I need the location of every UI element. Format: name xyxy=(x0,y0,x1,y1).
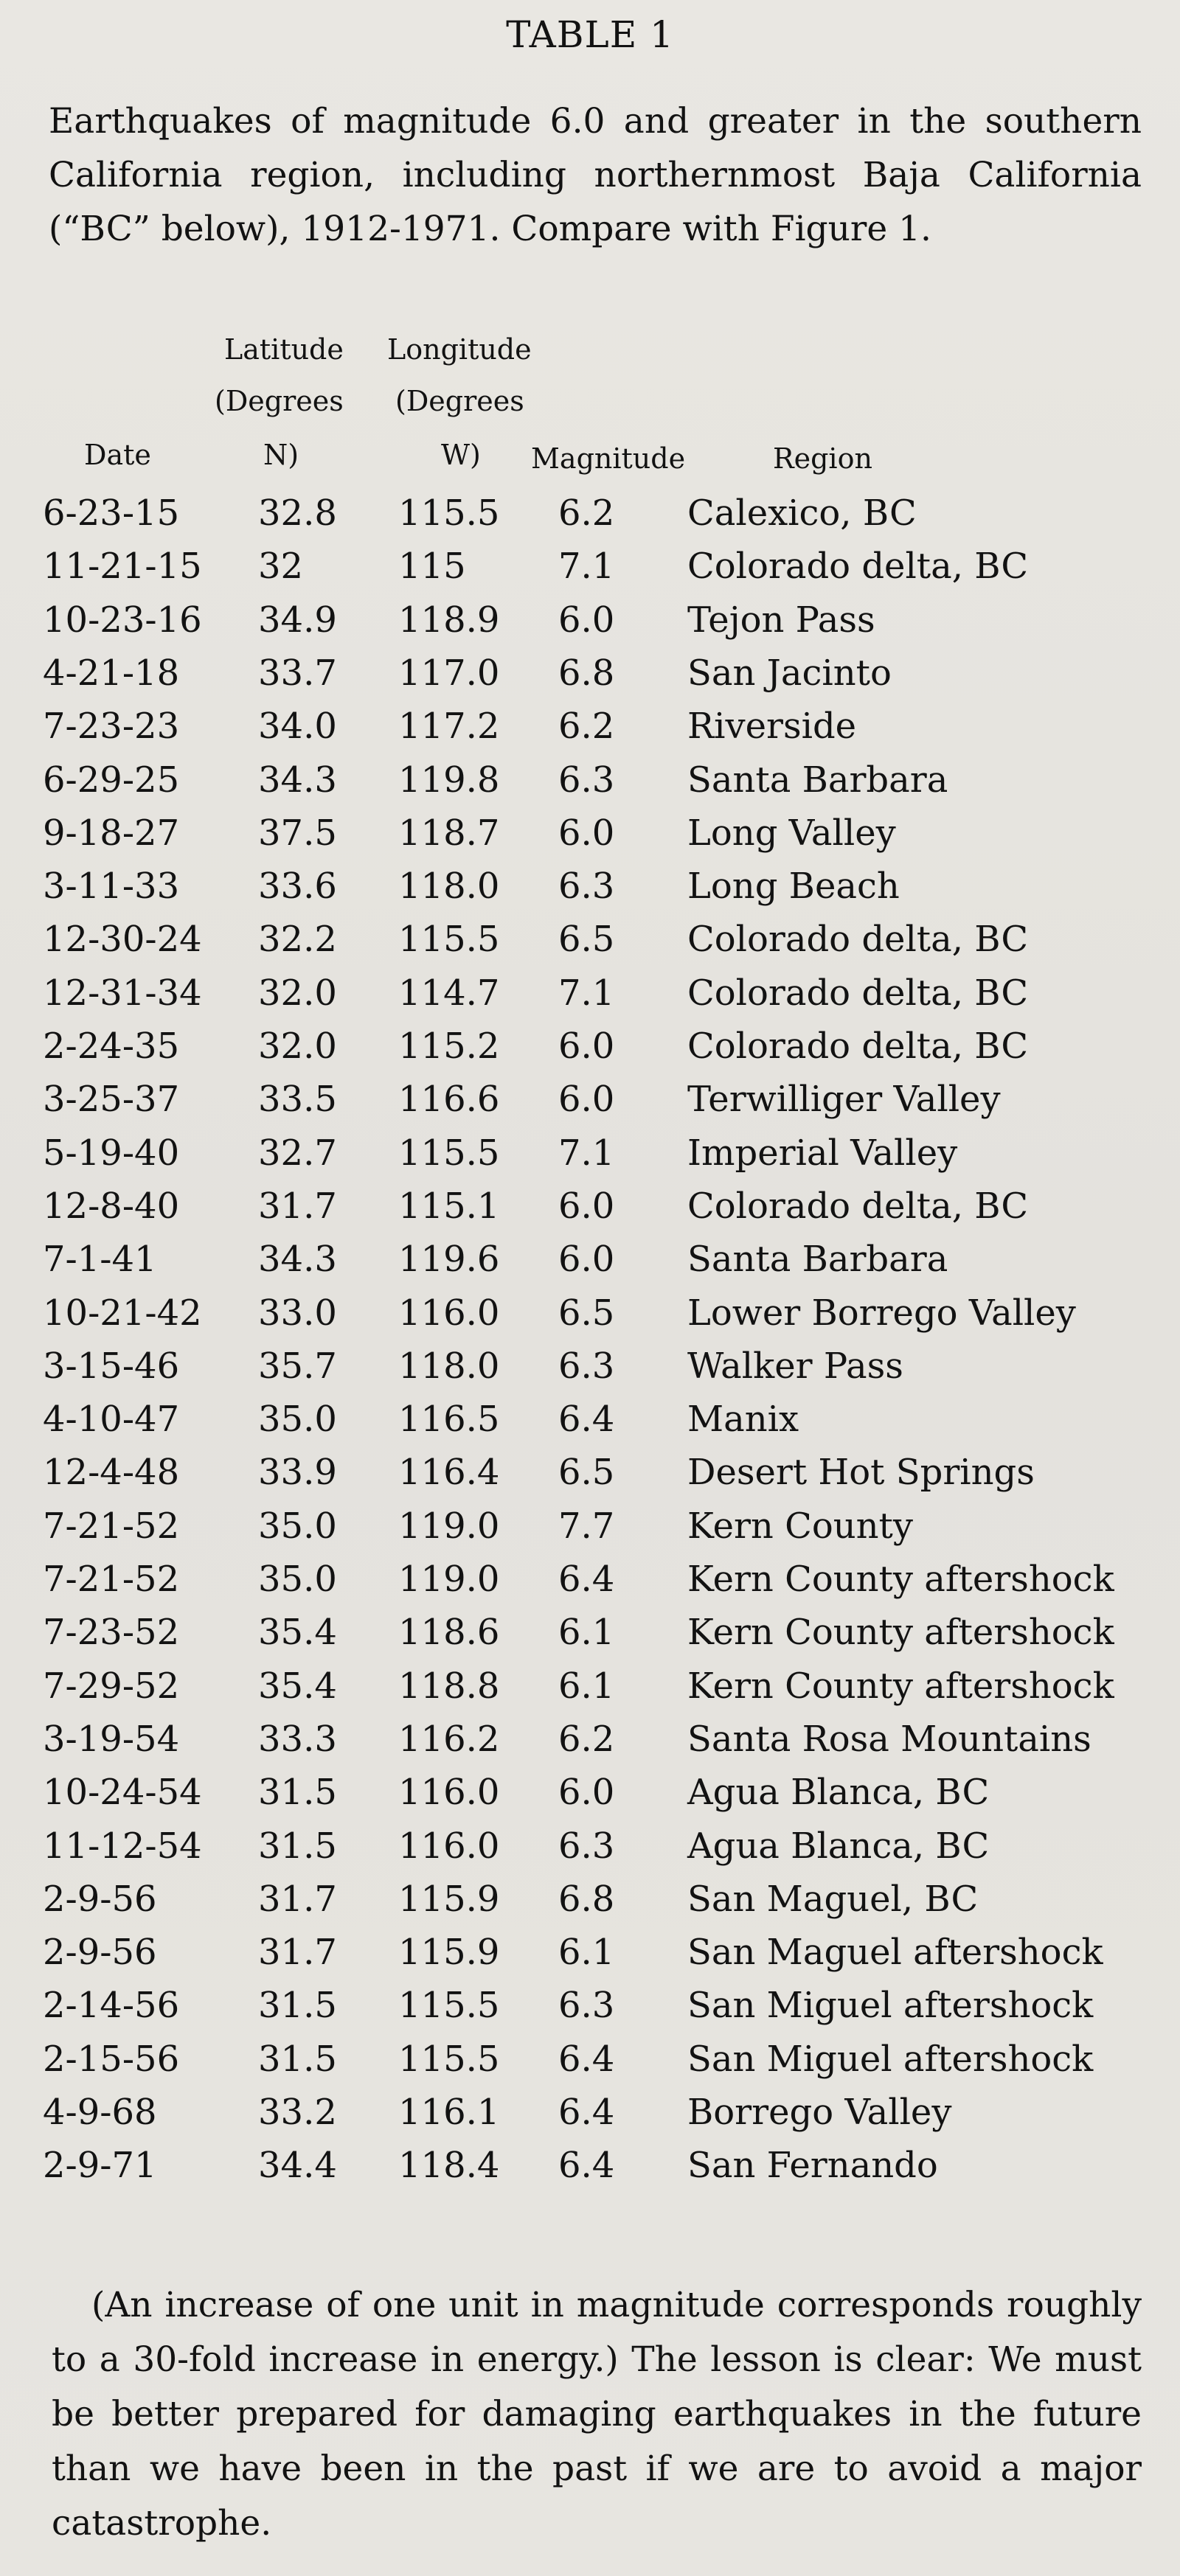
cell-date: 10-24-54 xyxy=(43,1772,202,1814)
closing-paragraph: (An increase of one unit in magnitude corresponds roughly to a 30-fold increase in energy.) The lesson is clear: We must be better prepared for damaging earthquakes in the future than we have been in the past if we are to avoid a major catastrophe. xyxy=(52,2285,1142,2544)
cell-region: Santa Barbara xyxy=(687,759,948,801)
table-row xyxy=(0,546,1180,599)
table-row xyxy=(0,1452,1180,1505)
cell-magnitude: 6.0 xyxy=(558,1185,615,1227)
table-row xyxy=(0,1292,1180,1346)
table-row xyxy=(0,1772,1180,1825)
table-caption: Earthquakes of magnitude 6.0 and greater in the southern California region, including northernmost Baja California (“BC” below), 1912-1971. Compare with Figure 1. xyxy=(49,101,1142,249)
cell-region: Manix xyxy=(687,1399,799,1441)
cell-magnitude: 6.2 xyxy=(558,492,615,534)
cell-region: Terwilliger Valley xyxy=(687,1079,1001,1121)
cell-region: Calexico, BC xyxy=(687,492,917,534)
cell-date: 12-4-48 xyxy=(43,1452,180,1494)
cell-latitude: 35.4 xyxy=(258,1612,337,1654)
cell-latitude: 34.9 xyxy=(258,599,337,641)
cell-latitude: 33.9 xyxy=(258,1452,337,1494)
cell-region: San Miguel aftershock xyxy=(687,1985,1094,2027)
cell-longitude: 116.0 xyxy=(398,1825,500,1867)
cell-latitude: 33.0 xyxy=(258,1292,337,1334)
table-row xyxy=(0,1612,1180,1665)
cell-magnitude: 6.4 xyxy=(558,2038,615,2080)
cell-magnitude: 6.8 xyxy=(558,1878,615,1920)
cell-latitude: 31.7 xyxy=(258,1185,337,1227)
cell-magnitude: 6.0 xyxy=(558,1079,615,1121)
cell-latitude: 34.3 xyxy=(258,759,337,801)
table-row xyxy=(0,2039,1180,2092)
cell-magnitude: 6.5 xyxy=(558,1292,615,1334)
cell-latitude: 33.3 xyxy=(258,1718,337,1760)
table-row xyxy=(0,2145,1180,2198)
cell-magnitude: 6.0 xyxy=(558,1026,615,1067)
cell-magnitude: 6.1 xyxy=(558,1665,615,1707)
cell-date: 7-21-52 xyxy=(43,1559,180,1600)
cell-longitude: 117.2 xyxy=(398,706,500,748)
cell-region: San Maguel, BC xyxy=(687,1878,979,1920)
table-row xyxy=(0,2092,1180,2145)
cell-date: 11-12-54 xyxy=(43,1825,202,1867)
cell-date: 12-8-40 xyxy=(43,1185,180,1227)
cell-magnitude: 6.3 xyxy=(558,866,615,908)
cell-date: 2-9-56 xyxy=(43,1878,157,1920)
header-latitude: Latitude xyxy=(224,333,344,366)
cell-longitude: 116.4 xyxy=(398,1452,500,1494)
cell-longitude: 115.5 xyxy=(398,492,500,534)
cell-date: 4-9-68 xyxy=(43,2092,157,2133)
cell-region: Kern County aftershock xyxy=(687,1665,1114,1707)
cell-date: 5-19-40 xyxy=(43,1132,180,1174)
cell-date: 11-21-15 xyxy=(43,546,202,588)
cell-latitude: 31.5 xyxy=(258,1985,337,2027)
cell-magnitude: 7.1 xyxy=(558,1132,615,1174)
table-row xyxy=(0,1026,1180,1079)
table-row xyxy=(0,492,1180,546)
cell-latitude: 33.5 xyxy=(258,1079,337,1121)
table-row xyxy=(0,1932,1180,1985)
cell-magnitude: 7.7 xyxy=(558,1505,615,1547)
cell-date: 12-30-24 xyxy=(43,919,202,961)
table-row xyxy=(0,1665,1180,1719)
cell-region: San Maguel aftershock xyxy=(687,1932,1103,1974)
cell-latitude: 32 xyxy=(258,546,304,588)
cell-date: 2-9-56 xyxy=(43,1932,157,1974)
cell-region: Kern County aftershock xyxy=(687,1559,1114,1600)
table-row xyxy=(0,812,1180,866)
cell-date: 2-14-56 xyxy=(43,1985,180,2027)
cell-magnitude: 6.4 xyxy=(558,1559,615,1600)
cell-date: 7-1-41 xyxy=(43,1239,157,1281)
cell-region: San Jacinto xyxy=(687,652,892,694)
cell-latitude: 34.3 xyxy=(258,1239,337,1281)
cell-region: Agua Blanca, BC xyxy=(687,1825,990,1867)
cell-longitude: 119.6 xyxy=(398,1239,500,1281)
cell-region: Kern County aftershock xyxy=(687,1612,1114,1654)
cell-longitude: 116.6 xyxy=(398,1079,500,1121)
header-region: Region xyxy=(773,442,872,475)
cell-latitude: 32.0 xyxy=(258,1026,337,1067)
table-row xyxy=(0,599,1180,652)
cell-longitude: 115.2 xyxy=(398,1026,500,1067)
cell-region: Colorado delta, BC xyxy=(687,972,1029,1014)
header-longitude-unit: (Degrees xyxy=(395,385,524,417)
cell-longitude: 119.0 xyxy=(398,1559,500,1600)
cell-longitude: 115.5 xyxy=(398,919,500,961)
cell-longitude: 116.1 xyxy=(398,2092,500,2133)
cell-region: Santa Rosa Mountains xyxy=(687,1718,1092,1760)
cell-region: Long Valley xyxy=(687,812,896,854)
cell-magnitude: 6.1 xyxy=(558,1612,615,1654)
cell-region: Desert Hot Springs xyxy=(687,1452,1035,1494)
cell-longitude: 115.9 xyxy=(398,1878,500,1920)
cell-date: 3-19-54 xyxy=(43,1718,180,1760)
cell-region: Lower Borrego Valley xyxy=(687,1292,1076,1334)
cell-longitude: 118.0 xyxy=(398,866,500,908)
cell-magnitude: 6.4 xyxy=(558,2145,615,2187)
cell-date: 3-25-37 xyxy=(43,1079,180,1121)
cell-date: 4-21-18 xyxy=(43,652,180,694)
table-row xyxy=(0,972,1180,1026)
cell-region: Colorado delta, BC xyxy=(687,919,1029,961)
table-row xyxy=(0,1559,1180,1612)
cell-region: Colorado delta, BC xyxy=(687,546,1029,588)
table-row xyxy=(0,1985,1180,2038)
cell-date: 3-15-46 xyxy=(43,1345,180,1387)
header-longitude-direction: W) xyxy=(441,439,481,471)
cell-magnitude: 6.8 xyxy=(558,652,615,694)
cell-date: 6-23-15 xyxy=(43,492,180,534)
cell-date: 2-24-35 xyxy=(43,1026,180,1067)
cell-magnitude: 6.4 xyxy=(558,2092,615,2133)
cell-longitude: 118.4 xyxy=(398,2145,500,2187)
cell-latitude: 35.7 xyxy=(258,1345,337,1387)
cell-longitude: 115.1 xyxy=(398,1185,500,1227)
header-longitude: Longitude xyxy=(387,333,532,366)
cell-region: Agua Blanca, BC xyxy=(687,1772,990,1814)
table-row xyxy=(0,1079,1180,1132)
cell-magnitude: 6.2 xyxy=(558,706,615,748)
cell-longitude: 115.9 xyxy=(398,1932,500,1974)
cell-date: 2-15-56 xyxy=(43,2038,180,2080)
cell-magnitude: 6.0 xyxy=(558,812,615,854)
cell-latitude: 31.7 xyxy=(258,1878,337,1920)
table-row xyxy=(0,1132,1180,1186)
cell-latitude: 31.7 xyxy=(258,1932,337,1974)
cell-longitude: 118.8 xyxy=(398,1665,500,1707)
cell-region: Kern County xyxy=(687,1505,913,1547)
cell-longitude: 115 xyxy=(398,546,466,588)
cell-region: Riverside xyxy=(687,706,857,748)
cell-longitude: 115.5 xyxy=(398,1132,500,1174)
cell-latitude: 37.5 xyxy=(258,812,337,854)
cell-magnitude: 6.4 xyxy=(558,1399,615,1441)
cell-latitude: 33.6 xyxy=(258,866,337,908)
table-row xyxy=(0,1186,1180,1239)
table-row xyxy=(0,1825,1180,1879)
cell-latitude: 33.2 xyxy=(258,2092,337,2133)
table-row xyxy=(0,866,1180,919)
table-row xyxy=(0,1399,1180,1452)
cell-region: Colorado delta, BC xyxy=(687,1185,1029,1227)
cell-longitude: 118.0 xyxy=(398,1345,500,1387)
cell-latitude: 31.5 xyxy=(258,1772,337,1814)
cell-magnitude: 7.1 xyxy=(558,972,615,1014)
cell-latitude: 31.5 xyxy=(258,1825,337,1867)
cell-date: 4-10-47 xyxy=(43,1399,180,1441)
cell-longitude: 118.6 xyxy=(398,1612,500,1654)
cell-latitude: 35.4 xyxy=(258,1665,337,1707)
cell-magnitude: 6.3 xyxy=(558,759,615,801)
header-date: Date xyxy=(84,439,151,471)
header-latitude-unit: (Degrees xyxy=(215,385,344,417)
cell-latitude: 35.0 xyxy=(258,1505,337,1547)
cell-longitude: 118.7 xyxy=(398,812,500,854)
cell-date: 6-29-25 xyxy=(43,759,180,801)
cell-magnitude: 6.0 xyxy=(558,1239,615,1281)
cell-latitude: 32.2 xyxy=(258,919,337,961)
cell-region: Tejon Pass xyxy=(687,599,875,641)
cell-latitude: 34.4 xyxy=(258,2145,337,2187)
cell-latitude: 35.0 xyxy=(258,1559,337,1600)
cell-region: Long Beach xyxy=(687,866,900,908)
cell-magnitude: 6.3 xyxy=(558,1345,615,1387)
cell-latitude: 33.7 xyxy=(258,652,337,694)
table-row xyxy=(0,919,1180,972)
cell-latitude: 32.8 xyxy=(258,492,337,534)
cell-magnitude: 6.2 xyxy=(558,1718,615,1760)
cell-longitude: 116.2 xyxy=(398,1718,500,1760)
cell-magnitude: 6.1 xyxy=(558,1932,615,1974)
cell-magnitude: 6.3 xyxy=(558,1825,615,1867)
table-row xyxy=(0,706,1180,759)
cell-longitude: 119.8 xyxy=(398,759,500,801)
cell-date: 10-21-42 xyxy=(43,1292,202,1334)
header-latitude-direction: N) xyxy=(263,439,299,471)
cell-region: San Fernando xyxy=(687,2145,938,2187)
table-row xyxy=(0,1239,1180,1292)
cell-date: 10-23-16 xyxy=(43,599,202,641)
cell-magnitude: 7.1 xyxy=(558,546,615,588)
cell-longitude: 115.5 xyxy=(398,1985,500,2027)
cell-latitude: 32.0 xyxy=(258,972,337,1014)
cell-longitude: 117.0 xyxy=(398,652,500,694)
table-row xyxy=(0,1719,1180,1772)
cell-longitude: 116.5 xyxy=(398,1399,500,1441)
table-row xyxy=(0,652,1180,706)
header-magnitude: Magnitude xyxy=(531,442,686,475)
cell-region: Colorado delta, BC xyxy=(687,1026,1029,1067)
table-row xyxy=(0,1346,1180,1399)
cell-longitude: 116.0 xyxy=(398,1772,500,1814)
cell-latitude: 35.0 xyxy=(258,1399,337,1441)
cell-longitude: 114.7 xyxy=(398,972,500,1014)
table-row xyxy=(0,759,1180,812)
cell-date: 12-31-34 xyxy=(43,972,202,1014)
cell-magnitude: 6.3 xyxy=(558,1985,615,2027)
cell-date: 7-29-52 xyxy=(43,1665,180,1707)
cell-date: 9-18-27 xyxy=(43,812,180,854)
cell-magnitude: 6.0 xyxy=(558,1772,615,1814)
cell-region: Santa Barbara xyxy=(687,1239,948,1281)
cell-longitude: 119.0 xyxy=(398,1505,500,1547)
cell-region: Borrego Valley xyxy=(687,2092,952,2133)
table-title: TABLE 1 xyxy=(506,13,674,56)
table-row xyxy=(0,1879,1180,1932)
cell-region: Imperial Valley xyxy=(687,1132,958,1174)
cell-latitude: 32.7 xyxy=(258,1132,337,1174)
table-row xyxy=(0,1505,1180,1559)
cell-region: San Miguel aftershock xyxy=(687,2038,1094,2080)
cell-longitude: 116.0 xyxy=(398,1292,500,1334)
cell-date: 3-11-33 xyxy=(43,866,180,908)
cell-date: 7-23-23 xyxy=(43,706,180,748)
cell-date: 7-23-52 xyxy=(43,1612,180,1654)
cell-magnitude: 6.5 xyxy=(558,919,615,961)
cell-date: 7-21-52 xyxy=(43,1505,180,1547)
cell-longitude: 118.9 xyxy=(398,599,500,641)
cell-latitude: 34.0 xyxy=(258,706,337,748)
cell-latitude: 31.5 xyxy=(258,2038,337,2080)
cell-longitude: 115.5 xyxy=(398,2038,500,2080)
cell-region: Walker Pass xyxy=(687,1345,903,1387)
cell-magnitude: 6.0 xyxy=(558,599,615,641)
cell-magnitude: 6.5 xyxy=(558,1452,615,1494)
cell-date: 2-9-71 xyxy=(43,2145,157,2187)
